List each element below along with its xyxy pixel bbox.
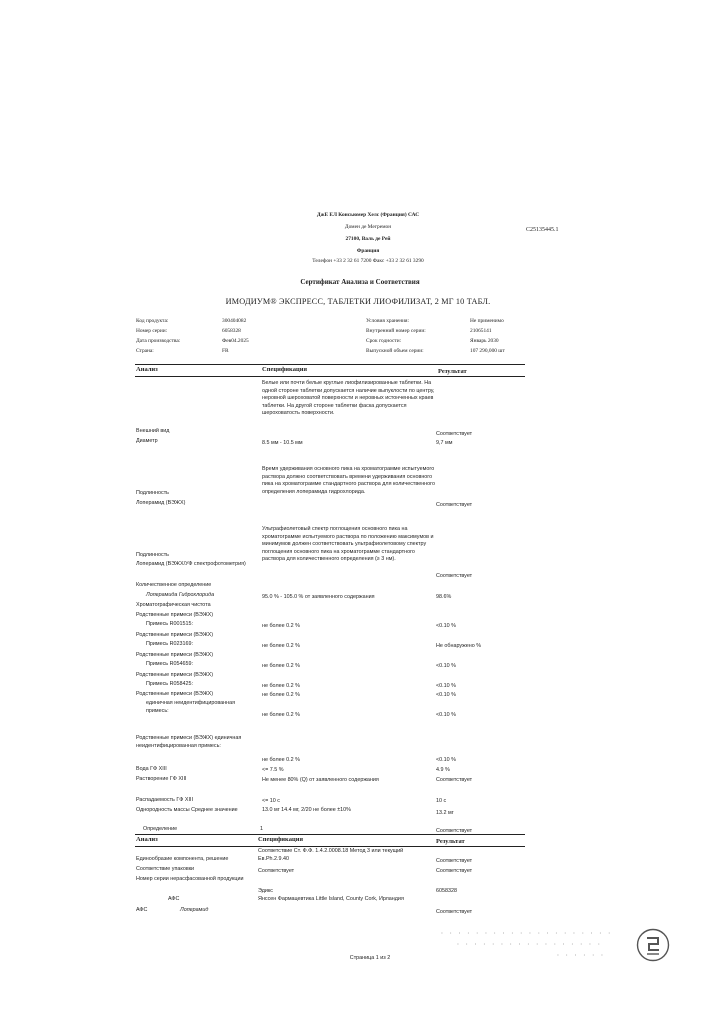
row-spec: Не менее 80% (Q) от заявленного содержания [262,777,379,783]
row-result: 98.6% [436,594,452,600]
info-label: Выпускной объем серии: [366,348,424,354]
row-label: АФС [168,896,180,902]
column-header-result: Результат [438,368,467,375]
divider [135,376,525,377]
certificate-title: Сертификат Анализа и Соответствия [300,278,420,286]
row-spec: <= 10 c [262,798,280,804]
scan-stamp-text: · · · · · · · · · · · · · · · · · [456,941,602,948]
page-number: Страница 1 из 2 [349,955,391,961]
divider [135,834,525,835]
info-label: Внутренний номер серии: [366,328,426,334]
row-result: Соответствует [436,909,473,915]
row-label: Лоперамида Гидрохлорида [146,592,215,598]
info-value: 21065141 [470,328,492,334]
row-result: Не обнаружено % [436,643,482,649]
info-label: Условия хранения: [366,318,410,324]
row-result: 9,7 мм [436,440,453,446]
row-label: Подлинность [136,490,169,496]
row-label: Родственные примеси (ВЭЖХ) [136,691,214,697]
info-value: Не применимо [470,318,504,324]
spec-text: Ультрафиолетовый спектр поглощения основного пика на хроматограмме испытуемого раствора по положению максимумов и минимумов должен соответствовать ультрафиолетовому спектру поглощения основного пика на хроматограмме стандартного раствора для количественного определения (≥ 3 нм). [262,526,434,563]
row-result: 10 c [436,798,447,804]
row-label: Распадаемость ГФ XIII [136,797,193,803]
row-label: Растворение ГФ XIII [136,776,187,782]
column-header-spec: Спецификация [258,836,303,843]
stamp-logo-icon [636,928,670,962]
row-label: Примесь R054659: [146,661,193,667]
divider [135,846,525,847]
scan-stamp-text: · · · · · · [556,952,605,959]
row-result: <0.10 % [436,692,456,698]
row-label: Однородность массы Среднее значение [136,807,238,813]
info-value: 107 290,000 шт [470,348,505,354]
row-label: Родственные примеси (ВЭЖХ) [136,672,214,678]
row-label: Определение [143,826,178,832]
document-code: C25135445.1 [526,227,559,233]
row-label: Лоперамид (ВЭЖХ) [136,500,186,506]
row-result: Соответствует [436,431,473,437]
info-value: Фев04.2025 [222,338,249,344]
row-result: Соответствует [436,573,473,579]
row-result: 6058328 [436,888,457,894]
spec-text: Время удерживания основного пика на хроматограмме испытуемого раствора должно соответствовать времени удерживания основного пика на хроматограмме стандартного раствора для количественного определения лоперамида гидрохлорида. [262,466,436,495]
row-result: Соответствует [436,828,473,834]
row-spec: не более 0.2 % [262,757,300,763]
row-spec: Соответствует [258,868,295,874]
company-city: 27100, Валь де Рей [345,236,391,242]
row-label: Примесь R023169: [146,641,193,647]
company-street: Домен де Мегремон [344,224,392,230]
row-label: Примесь R001515: [146,621,193,627]
row-label: Единообразие компонента, решение [136,856,229,862]
row-result: 4.9 % [436,767,450,773]
row-spec: Лоперамид [180,907,209,913]
row-spec: не более 0.2 % [262,643,300,649]
row-label: Родственные примеси (ВЭЖХ) единичная неидентифицированная примесь: [136,735,242,749]
row-label: Примесь R058425: [146,681,193,687]
row-spec: Янссен Фармацевтика Little Island, County Cork, Ирландия [258,896,404,902]
row-label: Родственные примеси (ВЭЖХ) [136,652,214,658]
column-header-result: Результат [436,838,465,845]
info-label: Дата производства: [136,338,181,344]
info-value: Январь 2030 [470,338,499,344]
row-result: Соответствует [436,777,473,783]
info-label: Срок годности: [366,338,402,344]
company-name: ДжЕ ЕЛ Консьюмер Хелс (Франция) САС [316,212,420,218]
row-spec: 1 [260,826,263,832]
row-label: Родственные примеси (ВЭЖХ) [136,612,214,618]
row-spec: не более 0.2 % [262,692,300,698]
row-label: Диаметр [136,438,158,444]
row-result: Соответствует [436,858,473,864]
row-label: Подлинность [136,552,169,558]
scan-stamp-text: · · · · · · · · · · · · · · · · · · · · [440,930,612,937]
row-label: Внешний вид [136,428,170,434]
row-label: единичная неидентифицированная примесь: [146,700,236,714]
row-label: Вода ГФ XIII [136,766,167,772]
info-label: Страна: [136,348,154,354]
row-label: Номер серии нерасфасованной продукции [136,876,244,882]
info-value: 300404082 [222,318,247,324]
column-header-spec: Спецификация [262,366,307,373]
row-spec: Соответствие Ст. Ф.Ф. 1.4.2.0008.18 Метод 3 или текущий Ев.Ph.2.9.40 [258,848,404,862]
row-result: Соответствует [436,502,473,508]
row-spec: 13.0 мг 14.4 мг, 2/20 не более ±10% [262,807,351,813]
info-label: Код продукта: [136,318,169,324]
info-label: Номер серии: [136,328,168,334]
product-name: ИМОДИУМ® ЭКСПРЕСС, ТАБЛЕТКИ ЛИОФИЛИЗАТ, 2 МГ 10 ТАБЛ. [225,297,491,306]
row-result: Соответствует [436,868,473,874]
row-result: <0.10 % [436,712,456,718]
divider [135,364,525,365]
row-label: Родственные примеси (ВЭЖХ) [136,632,214,638]
row-spec: Эдикс [258,888,273,894]
row-spec: не более 0.2 % [262,683,300,689]
row-label: Количественное определение [136,582,212,588]
row-result: <0.10 % [436,623,456,629]
row-label: Лоперамид (ВЭЖХ/УФ спектрофотометрия) [136,561,246,567]
row-spec: не более 0.2 % [262,623,300,629]
column-header-analysis: Анализ [136,366,158,373]
row-spec: не более 0.2 % [262,712,300,718]
info-value: 6058328 [222,328,241,334]
row-label: Соответствие упаковки [136,866,195,872]
row-label: АФС [136,907,148,913]
row-label: Хроматографическая чистота [136,602,211,608]
company-phone: Телефон +33 2 32 61 7200 Факс +33 2 32 61 3290 [312,258,424,264]
company-country: Франция [356,248,380,254]
row-spec: <= 7.5 % [262,767,284,773]
spec-text: Белые или почти белые круглые лиофилизированные таблетки. На одной стороне таблетки допускается наличие выпуклости по центру, неровной шероховатой поверхности и неровных истонченных краев таблетки. На другой стороне таблетки фаска допускается шероховатость поверхности. [262,380,435,417]
row-result: <0.10 % [436,683,456,689]
row-spec: 95.0 % - 105.0 % от заявленного содержания [262,594,375,600]
row-spec: 8.5 мм - 10.5 мм [262,440,303,446]
row-result: <0.10 % [436,757,456,763]
info-value: FR [222,348,229,354]
row-result: <0.10 % [436,663,456,669]
row-spec: не более 0.2 % [262,663,300,669]
row-result: 13.2 мг [436,810,454,816]
column-header-analysis: Анализ [136,836,158,843]
